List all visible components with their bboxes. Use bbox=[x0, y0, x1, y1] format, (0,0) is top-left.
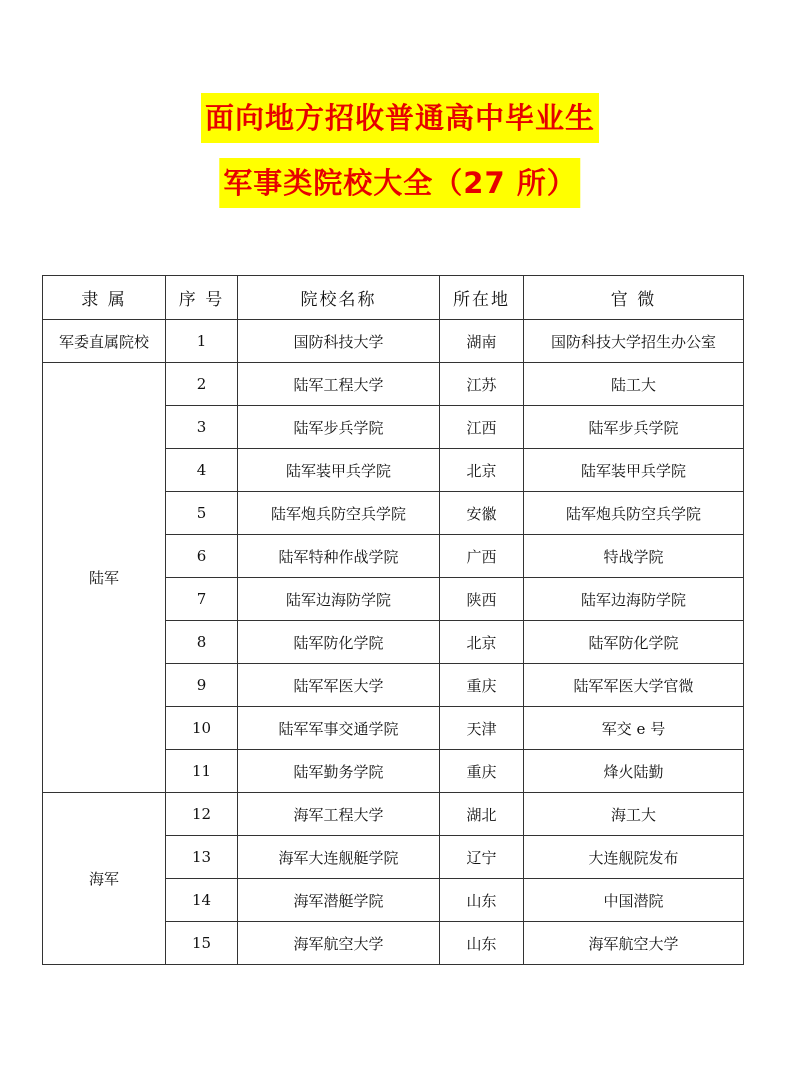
school-name-cell: 陆军边海防学院 bbox=[238, 578, 440, 621]
school-name-cell: 海军工程大学 bbox=[238, 793, 440, 836]
location-cell: 天津 bbox=[440, 707, 524, 750]
official-account-cell: 陆军边海防学院 bbox=[524, 578, 744, 621]
header-no: 序 号 bbox=[166, 276, 238, 320]
school-name-cell: 陆军防化学院 bbox=[238, 621, 440, 664]
official-account-cell: 海工大 bbox=[524, 793, 744, 836]
location-cell: 山东 bbox=[440, 922, 524, 965]
no-cell: 13 bbox=[166, 836, 238, 879]
no-cell: 8 bbox=[166, 621, 238, 664]
location-cell: 陕西 bbox=[440, 578, 524, 621]
location-cell: 江西 bbox=[440, 406, 524, 449]
school-name-cell: 海军大连舰艇学院 bbox=[238, 836, 440, 879]
official-account-cell: 国防科技大学招生办公室 bbox=[524, 320, 744, 363]
school-name-cell: 陆军步兵学院 bbox=[238, 406, 440, 449]
header-location: 所在地 bbox=[440, 276, 524, 320]
page-subtitle: 军事类院校大全（27 所） bbox=[219, 158, 580, 208]
school-name-cell: 陆军炮兵防空兵学院 bbox=[238, 492, 440, 535]
no-cell: 3 bbox=[166, 406, 238, 449]
official-account-cell: 烽火陆勤 bbox=[524, 750, 744, 793]
location-cell: 湖北 bbox=[440, 793, 524, 836]
location-cell: 安徽 bbox=[440, 492, 524, 535]
no-cell: 9 bbox=[166, 664, 238, 707]
school-name-cell: 陆军军事交通学院 bbox=[238, 707, 440, 750]
no-cell: 7 bbox=[166, 578, 238, 621]
location-cell: 江苏 bbox=[440, 363, 524, 406]
affiliation-cell: 军委直属院校 bbox=[43, 320, 166, 363]
table-body bbox=[43, 320, 744, 965]
official-account-cell: 陆军炮兵防空兵学院 bbox=[524, 492, 744, 535]
no-cell: 14 bbox=[166, 879, 238, 922]
no-cell: 6 bbox=[166, 535, 238, 578]
official-account-cell: 陆军防化学院 bbox=[524, 621, 744, 664]
official-account-cell: 陆工大 bbox=[524, 363, 744, 406]
table-row bbox=[43, 793, 744, 836]
page-title: 面向地方招收普通高中毕业生 bbox=[201, 93, 599, 143]
official-account-cell: 海军航空大学 bbox=[524, 922, 744, 965]
school-name-cell: 陆军军医大学 bbox=[238, 664, 440, 707]
affiliation-cell: 陆军 bbox=[43, 363, 166, 793]
location-cell: 广西 bbox=[440, 535, 524, 578]
official-account-cell: 中国潜院 bbox=[524, 879, 744, 922]
location-cell: 辽宁 bbox=[440, 836, 524, 879]
official-account-cell: 特战学院 bbox=[524, 535, 744, 578]
school-name-cell: 陆军勤务学院 bbox=[238, 750, 440, 793]
affiliation-cell: 海军 bbox=[43, 793, 166, 965]
no-cell: 15 bbox=[166, 922, 238, 965]
school-name-cell: 陆军特种作战学院 bbox=[238, 535, 440, 578]
location-cell: 重庆 bbox=[440, 664, 524, 707]
table-row bbox=[43, 363, 744, 406]
school-name-cell: 海军航空大学 bbox=[238, 922, 440, 965]
header-affiliation: 隶 属 bbox=[43, 276, 166, 320]
header-name: 院校名称 bbox=[238, 276, 440, 320]
header-official: 官 微 bbox=[524, 276, 744, 320]
no-cell: 5 bbox=[166, 492, 238, 535]
official-account-cell: 陆军装甲兵学院 bbox=[524, 449, 744, 492]
school-name-cell: 海军潜艇学院 bbox=[238, 879, 440, 922]
official-account-cell: 大连舰院发布 bbox=[524, 836, 744, 879]
official-account-cell: 陆军军医大学官微 bbox=[524, 664, 744, 707]
location-cell: 重庆 bbox=[440, 750, 524, 793]
no-cell: 4 bbox=[166, 449, 238, 492]
no-cell: 2 bbox=[166, 363, 238, 406]
location-cell: 北京 bbox=[440, 621, 524, 664]
table-header-row bbox=[43, 276, 744, 320]
official-account-cell: 陆军步兵学院 bbox=[524, 406, 744, 449]
no-cell: 11 bbox=[166, 750, 238, 793]
location-cell: 北京 bbox=[440, 449, 524, 492]
table-row bbox=[43, 320, 744, 363]
no-cell: 12 bbox=[166, 793, 238, 836]
schools-table bbox=[42, 275, 744, 965]
official-account-cell: 军交 e 号 bbox=[524, 707, 744, 750]
no-cell: 10 bbox=[166, 707, 238, 750]
school-name-cell: 国防科技大学 bbox=[238, 320, 440, 363]
no-cell: 1 bbox=[166, 320, 238, 363]
school-name-cell: 陆军工程大学 bbox=[238, 363, 440, 406]
location-cell: 山东 bbox=[440, 879, 524, 922]
location-cell: 湖南 bbox=[440, 320, 524, 363]
school-name-cell: 陆军装甲兵学院 bbox=[238, 449, 440, 492]
